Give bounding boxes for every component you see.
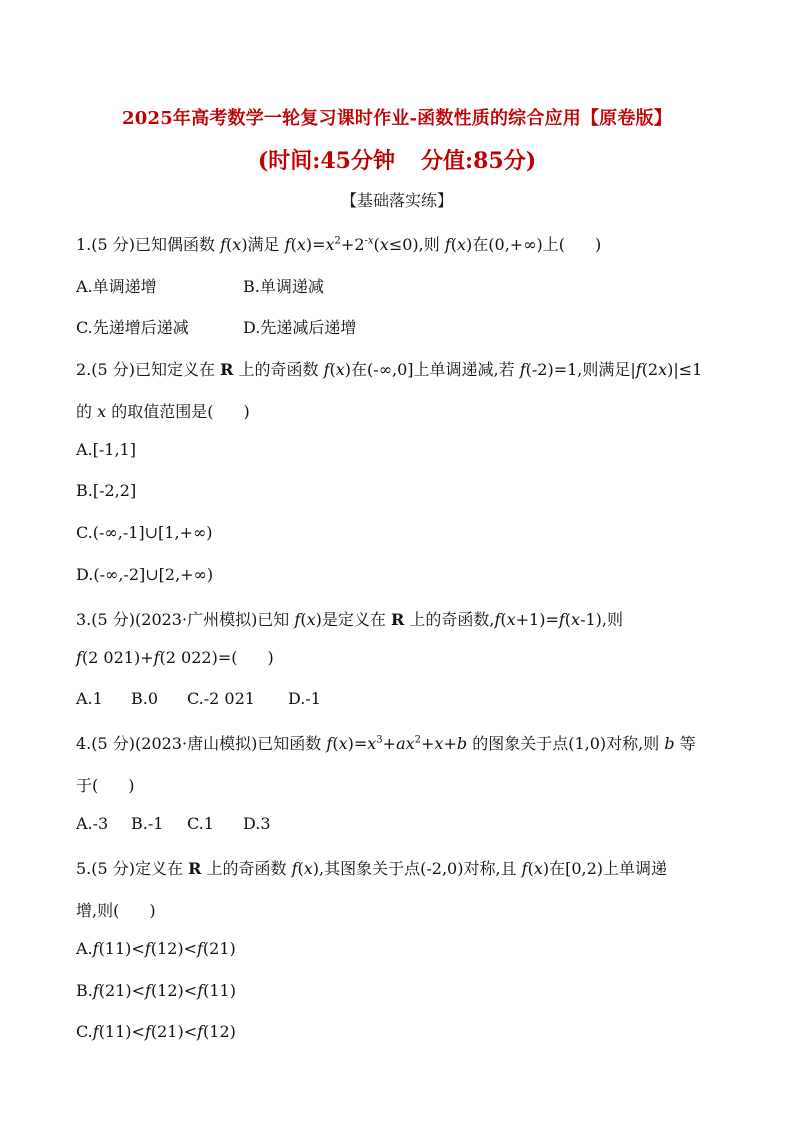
question-3-option-c: C.-2 021 [187,689,255,708]
question-1-options-row1 [76,274,324,297]
question-1-options-row2 [76,315,356,338]
question-5-option-b: B.f(21)<f(12)<f(11) [76,981,236,1000]
question-3-options [76,689,321,708]
question-5-stem-line2: 增,则( ) [76,901,156,920]
question-4-option-b: B.-1 [131,814,164,833]
question-3-option-d: D.-1 [288,689,321,708]
exam-info [0,144,794,175]
question-4-option-c: C.1 [187,814,214,833]
question-5-option-a: A.f(11)<f(12)<f(21) [76,939,236,958]
question-1-option-b: B.单调递减 [243,277,324,296]
question-3-option-a: A.1 [76,689,103,708]
question-5-option-c: C.f(11)<f(21)<f(12) [76,1022,236,1041]
question-2-stem-line1: 2.(5 分)已知定义在 R 上的奇函数 f(x)在(-∞,0]上单调递减,若 f(-2)=1,则满足|f(2x)|≤1 [76,360,703,379]
question-2-option-d: D.(-∞,-2]∪[2,+∞) [76,565,214,584]
question-5-stem-line1: 5.(5 分)定义在 R 上的奇函数 f(x),其图象关于点(-2,0)对称,且 f(x)在[0,2)上单调递 [76,859,668,878]
question-1-option-c: C.先递增后递减 [76,318,189,337]
question-2-option-c: C.(-∞,-1]∪[1,+∞) [76,523,213,542]
question-3-stem-line2: f(2 021)+f(2 022)=( ) [76,648,274,667]
section-heading: 【基础落实练】 [340,191,453,210]
question-2-option-b: B.[-2,2] [76,481,137,500]
question-4-option-a: A.-3 [76,814,109,833]
question-2-stem-line2: 的 x 的取值范围是( ) [76,402,250,421]
question-3-option-b: B.0 [131,689,159,708]
document-title: 2025年高考数学一轮复习课时作业-函数性质的综合应用【原卷版】 [122,108,672,129]
question-1-stem: 1.(5 分)已知偶函数 f(x)满足 $f(x)=x^2+2^{-x}(x\le 0)$,则 f(x)在(0,+∞)上( ) [76,235,602,254]
question-2-option-a: A.[-1,1] [76,440,136,459]
total-score: 分值:85分) [421,148,537,174]
question-3-stem-line1: 3.(5 分)(2023·广州模拟)已知 f(x)是定义在 R 上的奇函数,f(x+1)=f(x-1),则 [76,610,623,629]
question-4-stem-line1: 4.(5 分)(2023·唐山模拟)已知函数 $f(x)=x^3+ax^2+x+b$ 的图象关于点(1,0)对称,则 b 等 [76,734,696,753]
time-limit: (时间:45分钟 [257,148,395,174]
question-4-option-d: D.3 [243,814,271,833]
question-1-option-a: A.单调递增 [76,277,157,296]
question-1-option-d: D.先递减后递增 [243,318,357,337]
question-4-options [76,814,271,833]
question-4-stem-line2: 于( ) [76,776,135,795]
